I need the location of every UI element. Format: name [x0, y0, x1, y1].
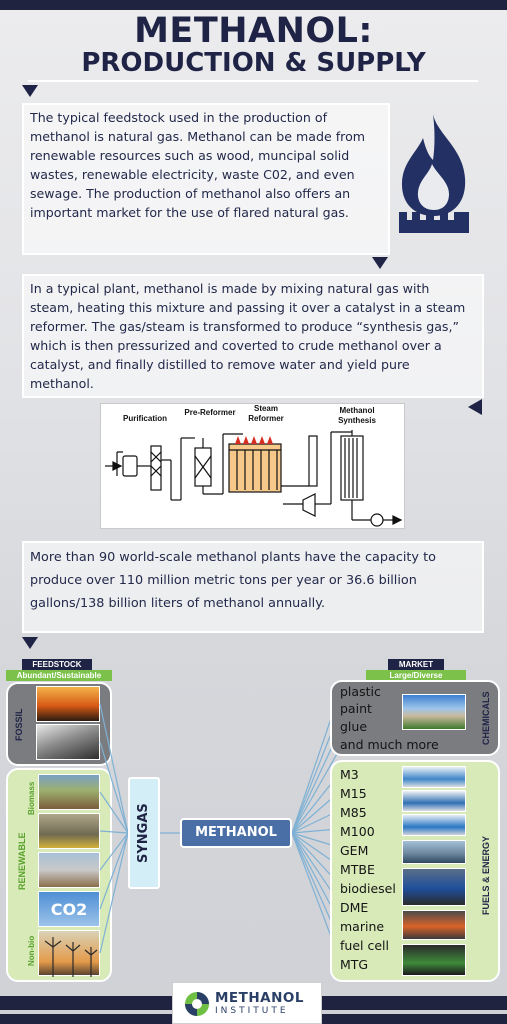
syngas-label: SYNGAS [136, 803, 151, 863]
methanol-institute-logo [172, 982, 322, 1024]
methanol-institute-logo-icon [183, 990, 211, 1018]
market-subheading: Large/Diverse [366, 670, 466, 681]
fuel-item-m85: M85 [340, 805, 367, 820]
logo-text-institute: INSTITUTE [215, 1006, 289, 1016]
fuel-item-m15: M15 [340, 786, 367, 801]
triangle-down-icon [22, 637, 38, 649]
capacity-paragraph: More than 90 world-scale methanol plants have the capacity to produce over 110 million metric tons per year or 36.6 billion gallons/138 billion liters of methanol annually. [22, 541, 484, 633]
label-purification: Purification [122, 414, 167, 423]
page-subtitle: PRODUCTION & SUPPLY [81, 48, 426, 78]
fuel-nozzle-photo [402, 944, 466, 976]
fuels-label: FUELS & ENERGY [481, 835, 491, 915]
triangle-down-icon [22, 85, 38, 97]
methanol-box: METHANOL [180, 818, 292, 848]
renewable-label: RENEWABLE [17, 832, 27, 890]
biomass-label: Biomass [27, 781, 36, 815]
feedstock-heading: FEEDSTOCK [22, 659, 92, 670]
car-photo-2 [402, 790, 466, 812]
process-diagram [100, 403, 405, 529]
fuel-item-marine: marine [340, 919, 385, 934]
logo-text-methanol: METHANOL [215, 990, 304, 1006]
market-item-glue: glue [340, 719, 368, 734]
fuel-item-m100: M100 [340, 824, 375, 839]
label-reformer: Reformer [248, 414, 284, 423]
fuel-item-gem: GEM [340, 843, 369, 858]
house-photo [402, 694, 466, 730]
page-title: METHANOL: [134, 11, 373, 51]
gas-burner-flame-icon [393, 112, 475, 236]
triangle-left-icon [468, 399, 482, 415]
car-photo-3 [402, 814, 466, 836]
market-heading: MARKET [388, 659, 444, 670]
fossil-label: FOSSIL [14, 708, 24, 742]
process-flow-drawing [101, 404, 406, 530]
fuel-item-mtg: MTG [340, 957, 369, 972]
label-pre-reformer: Pre-Reformer [184, 408, 236, 417]
market-item-more: and much more [340, 737, 439, 752]
market-item-plastic: plastic [340, 684, 381, 699]
fuel-item-m3: M3 [340, 767, 359, 782]
title-divider [28, 80, 478, 82]
chemicals-label: CHEMICALS [481, 691, 491, 745]
triangle-down-icon [372, 257, 388, 269]
ship-photo [402, 840, 466, 864]
fuel-item-mtbe: MTBE [340, 862, 375, 877]
co2-photo: CO2 [38, 891, 100, 927]
syngas-box [128, 777, 160, 889]
feedstock-paragraph: The typical feedstock used in the production of methanol is natural gas. Methanol can be made from renewable resources such as wood, muncipal solid wastes, renewable electricity, waste C02, and even sewage. The production of methanol also offers an important market for the use of flared natural gas. [22, 103, 390, 255]
fuel-item-fuel-cell: fuel cell [340, 938, 389, 953]
label-steam: Steam [253, 404, 278, 413]
car-photo-1 [402, 766, 466, 788]
top-bar [0, 0, 507, 10]
fuel-item-dme: DME [340, 900, 369, 915]
market-item-paint: paint [340, 701, 372, 716]
process-paragraph: In a typical plant, methanol is made by mixing natural gas with steam, heating this mixture and passing it over a catalyst in a steam reformer. The gas/steam is transformed to produce “synthesis gas,” which is then pressurized and coverted to crude methanol over a catalyst, and finally distilled to remove water and yield pure methanol. [22, 274, 484, 398]
feedstock-subheading: Abundant/Sustainable [6, 670, 112, 681]
label-synthesis: Synthesis [338, 416, 376, 425]
fuel-item-biodiesel: biodiesel [340, 881, 396, 896]
label-methanol: Methanol [339, 406, 375, 415]
truck-photo [402, 868, 466, 906]
nonbio-label: Non-bio [27, 935, 36, 967]
fuel-cell-car-photo [402, 910, 466, 940]
